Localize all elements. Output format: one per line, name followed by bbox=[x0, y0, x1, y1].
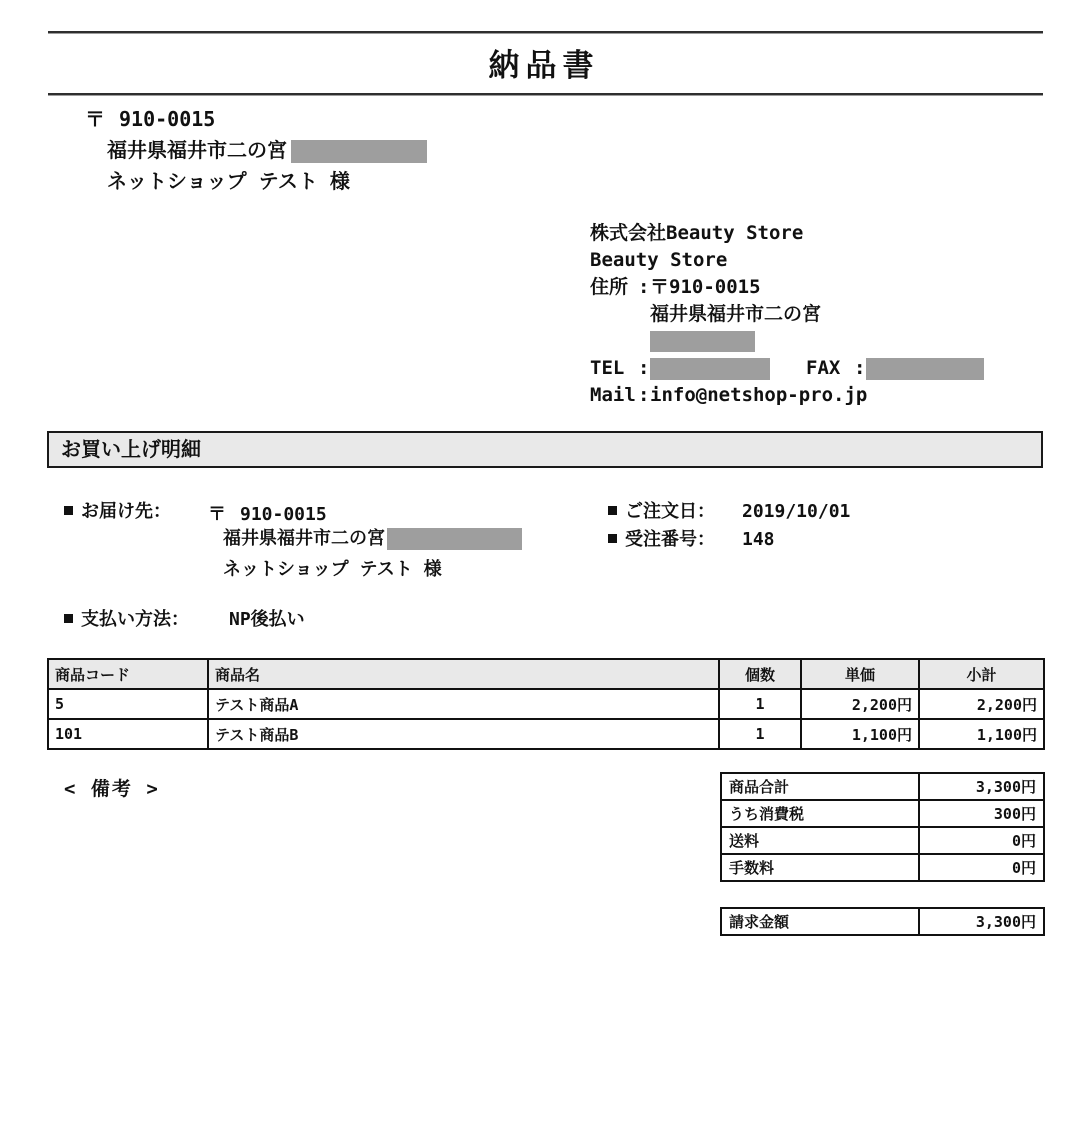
order-date-value: 2019/10/01 bbox=[742, 501, 851, 522]
sender-company: 株式会社Beauty Store bbox=[590, 222, 804, 244]
remarks-label: < 備考 > bbox=[64, 778, 160, 800]
col-header-quantity: 個数 bbox=[719, 659, 801, 689]
table-row bbox=[721, 827, 1044, 854]
summary-value: 0円 bbox=[919, 854, 1044, 881]
summary-value: 3,300円 bbox=[919, 773, 1044, 800]
sender-tel-fax-line bbox=[590, 355, 984, 382]
item-qty: 1 bbox=[719, 689, 801, 719]
fax-label: FAX bbox=[806, 357, 841, 379]
item-subtotal: 2,200円 bbox=[919, 689, 1044, 719]
col-header-subtotal: 小計 bbox=[919, 659, 1044, 689]
redacted-box bbox=[291, 140, 427, 163]
redacted-box bbox=[650, 331, 755, 352]
bullet-square-icon bbox=[64, 614, 73, 623]
sender-postal: 〒910-0015 bbox=[650, 276, 761, 298]
sender-mail-line bbox=[590, 382, 984, 409]
summary-value: 300円 bbox=[919, 800, 1044, 827]
summary-value: 0円 bbox=[919, 827, 1044, 854]
sender-address-line bbox=[590, 274, 984, 301]
table-row bbox=[721, 800, 1044, 827]
summary-table bbox=[720, 772, 1045, 882]
colon: : bbox=[638, 384, 650, 406]
item-name: テスト商品B bbox=[208, 719, 719, 749]
payment-method-value: NP後払い bbox=[229, 609, 305, 630]
item-qty: 1 bbox=[719, 719, 801, 749]
tel-label: TEL bbox=[590, 357, 625, 379]
order-date-row bbox=[608, 500, 850, 524]
items-header-row bbox=[48, 659, 1044, 689]
table-row bbox=[721, 854, 1044, 881]
recipient-postal-line bbox=[85, 104, 427, 135]
sender-address: 福井県福井市二の宮 bbox=[650, 303, 822, 325]
shipto-postal-line bbox=[208, 500, 327, 526]
item-unit-price: 2,200円 bbox=[801, 689, 919, 719]
col-header-product-name: 商品名 bbox=[208, 659, 719, 689]
billing-total-table bbox=[720, 907, 1045, 936]
item-code: 101 bbox=[48, 719, 208, 749]
redacted-box bbox=[866, 358, 984, 380]
recipient-address: 福井県福井市二の宮 bbox=[107, 138, 287, 162]
recipient-block bbox=[85, 104, 427, 197]
postal-mark-icon: 〒 bbox=[208, 504, 226, 525]
sender-email: info@netshop-pro.jp bbox=[650, 384, 868, 406]
order-date-label: ご注文日： bbox=[625, 501, 715, 522]
item-name: テスト商品A bbox=[208, 689, 719, 719]
summary-label: うち消費税 bbox=[721, 800, 919, 827]
shipto-label: お届け先： bbox=[81, 501, 171, 522]
sender-block bbox=[590, 220, 984, 409]
recipient-postal-code: 910-0015 bbox=[119, 107, 216, 131]
colon: : bbox=[854, 357, 866, 379]
items-table bbox=[47, 658, 1045, 750]
mail-label: Mail bbox=[590, 384, 636, 406]
colon: : bbox=[638, 276, 650, 298]
bullet-square-icon bbox=[608, 534, 617, 543]
sender-address-label: 住所 bbox=[590, 276, 629, 298]
redacted-box bbox=[650, 358, 770, 380]
summary-label: 送料 bbox=[721, 827, 919, 854]
redacted-box bbox=[387, 528, 522, 550]
sender-address-redacted-line bbox=[650, 328, 984, 355]
title-bottom-rule bbox=[48, 93, 1043, 96]
item-code: 5 bbox=[48, 689, 208, 719]
summary-label: 手数料 bbox=[721, 854, 919, 881]
shipto-address: 福井県福井市二の宮 bbox=[223, 528, 385, 549]
summary-label: 商品合計 bbox=[721, 773, 919, 800]
table-row bbox=[48, 689, 1044, 719]
payment-method-label: 支払い方法： bbox=[81, 609, 189, 630]
bullet-square-icon bbox=[64, 506, 73, 515]
top-rule bbox=[48, 31, 1043, 34]
recipient-name: ネットショップ テスト 様 bbox=[107, 169, 350, 193]
shipto-postal-code: 910-0015 bbox=[240, 504, 327, 525]
shipto-name: ネットショップ テスト 様 bbox=[223, 559, 442, 580]
colon: : bbox=[638, 357, 650, 379]
page-title: 納品書 bbox=[488, 48, 600, 84]
table-row bbox=[48, 719, 1044, 749]
postal-mark-icon: 〒 bbox=[85, 107, 105, 131]
shipto-label-row bbox=[64, 500, 171, 524]
col-header-product-code: 商品コード bbox=[48, 659, 208, 689]
item-subtotal: 1,100円 bbox=[919, 719, 1044, 749]
section-header-purchase-details: お買い上げ明細 bbox=[47, 431, 1043, 468]
billing-total-value: 3,300円 bbox=[919, 908, 1044, 935]
table-row bbox=[721, 773, 1044, 800]
sender-store: Beauty Store bbox=[590, 249, 728, 271]
order-number-value: 148 bbox=[742, 529, 775, 550]
item-unit-price: 1,100円 bbox=[801, 719, 919, 749]
fax-group bbox=[806, 357, 984, 379]
recipient-address-line bbox=[107, 135, 427, 166]
order-number-row bbox=[608, 528, 775, 552]
order-number-label: 受注番号： bbox=[625, 529, 715, 550]
col-header-unit-price: 単価 bbox=[801, 659, 919, 689]
payment-method-row bbox=[64, 608, 305, 632]
shipto-address-line bbox=[223, 527, 522, 551]
table-row bbox=[721, 908, 1044, 935]
billing-total-label: 請求金額 bbox=[721, 908, 919, 935]
bullet-square-icon bbox=[608, 506, 617, 515]
